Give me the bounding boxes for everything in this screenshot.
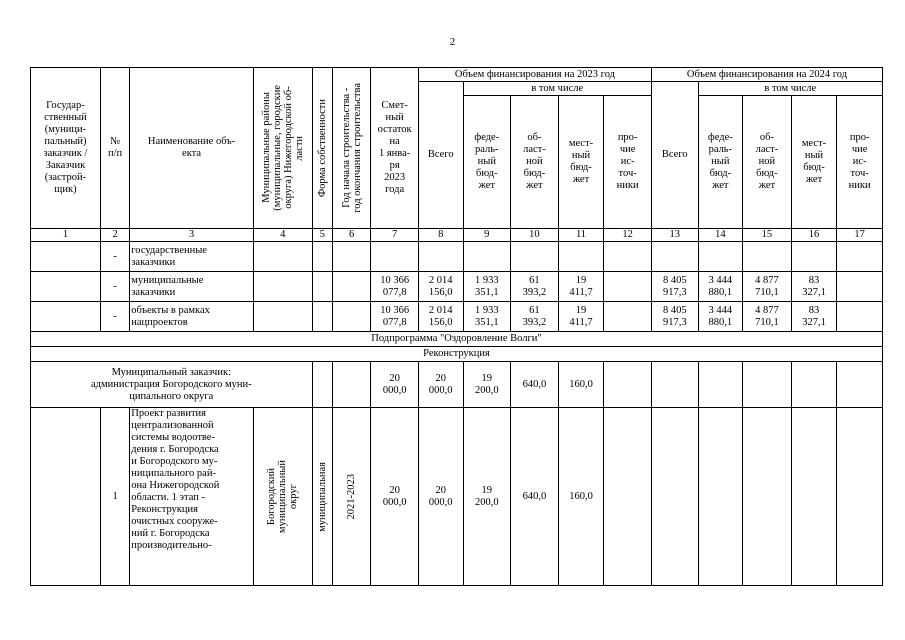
column-number: 2: [100, 229, 129, 242]
header-federal-2023: феде- раль- ный бюд- жет: [463, 96, 511, 229]
header-local-2024: мест- ный бюд- жет: [791, 96, 837, 229]
cell-total-2024: [651, 242, 698, 272]
financing-table: [30, 67, 883, 586]
cell-local-2023: 19 411,7: [558, 272, 604, 302]
header-number: № п/п: [100, 68, 129, 229]
cell-local-2023: 19 411,7: [558, 302, 604, 332]
cell-local-2024: 83 327,1: [791, 272, 837, 302]
cell-federal-2024: 3 444 880,1: [698, 272, 743, 302]
cell-regional-2023: 640,0: [511, 408, 559, 586]
row-name: объекты в рамках нацпроектов: [130, 302, 254, 332]
object-district: Богородский муниципальный округ: [253, 408, 312, 586]
object-years: 2021-2023: [332, 408, 370, 586]
row-name: муниципальные заказчики: [130, 272, 254, 302]
column-number-row: [31, 229, 883, 242]
column-number: 13: [651, 229, 698, 242]
header-total-2024: Всего: [651, 82, 698, 229]
column-number: 1: [31, 229, 101, 242]
cell-regional-2023: 640,0: [511, 362, 559, 408]
column-number: 15: [743, 229, 792, 242]
cell-total-2024: 8 405 917,3: [651, 302, 698, 332]
column-number: 10: [511, 229, 559, 242]
cell-local-2023: 160,0: [558, 408, 604, 586]
table-row: [31, 408, 883, 586]
row-number: 1: [100, 408, 129, 586]
cell-balance: 20 000,0: [371, 408, 419, 586]
header-regional-2023: об- ласт- ной бюд- жет: [511, 96, 559, 229]
header-ownership: Форма собственности: [312, 68, 332, 229]
cell-total-2023: 2 014 156,0: [418, 302, 463, 332]
column-number: 11: [558, 229, 604, 242]
header-total-2023: Всего: [418, 82, 463, 229]
cell-other-2023: [604, 302, 652, 332]
cell-other-2024: [837, 302, 883, 332]
header-including-2024: в том числе: [698, 82, 882, 96]
header-district: Муниципальные районы (муниципальные, городские округа) Нижегородской об- ласти: [253, 68, 312, 229]
cell-regional-2024: [743, 242, 792, 272]
header-financing-2023: Объем финансирования на 2023 год: [418, 68, 651, 82]
column-number: 3: [130, 229, 254, 242]
header-customer: Государ- ственный (муници- пальный) заказчик / Заказчик (застрой- щик): [31, 68, 101, 229]
cell-total-2023: 20 000,0: [418, 362, 463, 408]
column-number: 8: [418, 229, 463, 242]
column-number: 17: [837, 229, 883, 242]
column-number: 4: [253, 229, 312, 242]
cell-other-2024: [837, 272, 883, 302]
cell-local-2024: 83 327,1: [791, 302, 837, 332]
page-number: 2: [449, 36, 456, 48]
cell-federal-2023: 19 200,0: [463, 362, 511, 408]
cell-federal-2023: 1 933 351,1: [463, 272, 511, 302]
cell-local-2023: [558, 242, 604, 272]
table-row: [31, 242, 883, 272]
header-other-2024: про- чие ис- точ- ники: [837, 96, 883, 229]
cell-local-2023: 160,0: [558, 362, 604, 408]
table-row: [31, 362, 883, 408]
header-years: Год начала строительства - год окончания строительства: [332, 68, 370, 229]
table-row: [31, 272, 883, 302]
header-federal-2024: феде- раль- ный бюд- жет: [698, 96, 743, 229]
cell-balance: 20 000,0: [371, 362, 419, 408]
header-including-2023: в том числе: [463, 82, 651, 96]
object-ownership: муниципальная: [312, 408, 332, 586]
row-number: -: [100, 302, 129, 332]
customer-label: Муниципальный заказчик: администрация Богородского муни- ципального округа: [31, 362, 313, 408]
cell-balance: [371, 242, 419, 272]
cell-total-2023: 2 014 156,0: [418, 272, 463, 302]
cell-total-2023: [418, 242, 463, 272]
column-number: 5: [312, 229, 332, 242]
header-other-2023: про- чие ис- точ- ники: [604, 96, 652, 229]
cell-balance: 10 366 077,8: [371, 272, 419, 302]
header-estimated-balance: Смет- ный остаток на 1 янва- ря 2023 года: [371, 68, 419, 229]
column-number: 7: [371, 229, 419, 242]
cell-total-2023: 20 000,0: [418, 408, 463, 586]
row-name: государственные заказчики: [130, 242, 254, 272]
cell-regional-2024: 4 877 710,1: [743, 302, 792, 332]
cell-federal-2023: [463, 242, 511, 272]
cell-total-2024: 8 405 917,3: [651, 272, 698, 302]
header-local-2023: мест- ный бюд- жет: [558, 96, 604, 229]
cell-federal-2023: 19 200,0: [463, 408, 511, 586]
column-number: 6: [332, 229, 370, 242]
header-regional-2024: об- ласт- ной бюд- жет: [743, 96, 792, 229]
column-number: 12: [604, 229, 652, 242]
header-financing-2024: Объем финансирования на 2024 год: [651, 68, 882, 82]
cell-regional-2023: 61 393,2: [511, 302, 559, 332]
cell-regional-2023: [511, 242, 559, 272]
cell-regional-2024: 4 877 710,1: [743, 272, 792, 302]
table-row: [31, 302, 883, 332]
cell-local-2024: [791, 242, 837, 272]
cell-regional-2023: 61 393,2: [511, 272, 559, 302]
cell-federal-2023: 1 933 351,1: [463, 302, 511, 332]
section-title: Реконструкция: [31, 347, 883, 362]
object-name: Проект развития централизованной системы водоотве- дения г. Богородска и Богородского му- ниципального рай- она Нижегородской области. 1 этап - Реконструкция очистных сооруже- ний г. Богородска производительно-: [130, 408, 254, 586]
cell-balance: 10 366 077,8: [371, 302, 419, 332]
row-number: -: [100, 242, 129, 272]
cell-other-2024: [837, 242, 883, 272]
column-number: 14: [698, 229, 743, 242]
cell-other-2023: [604, 242, 652, 272]
header-object-name: Наименование объ- екта: [130, 68, 254, 229]
cell-federal-2024: 3 444 880,1: [698, 302, 743, 332]
subprogram-title: Подпрограмма "Оздоровление Волги": [31, 332, 883, 347]
column-number: 9: [463, 229, 511, 242]
cell-federal-2024: [698, 242, 743, 272]
column-number: 16: [791, 229, 837, 242]
cell-other-2023: [604, 272, 652, 302]
row-number: -: [100, 272, 129, 302]
